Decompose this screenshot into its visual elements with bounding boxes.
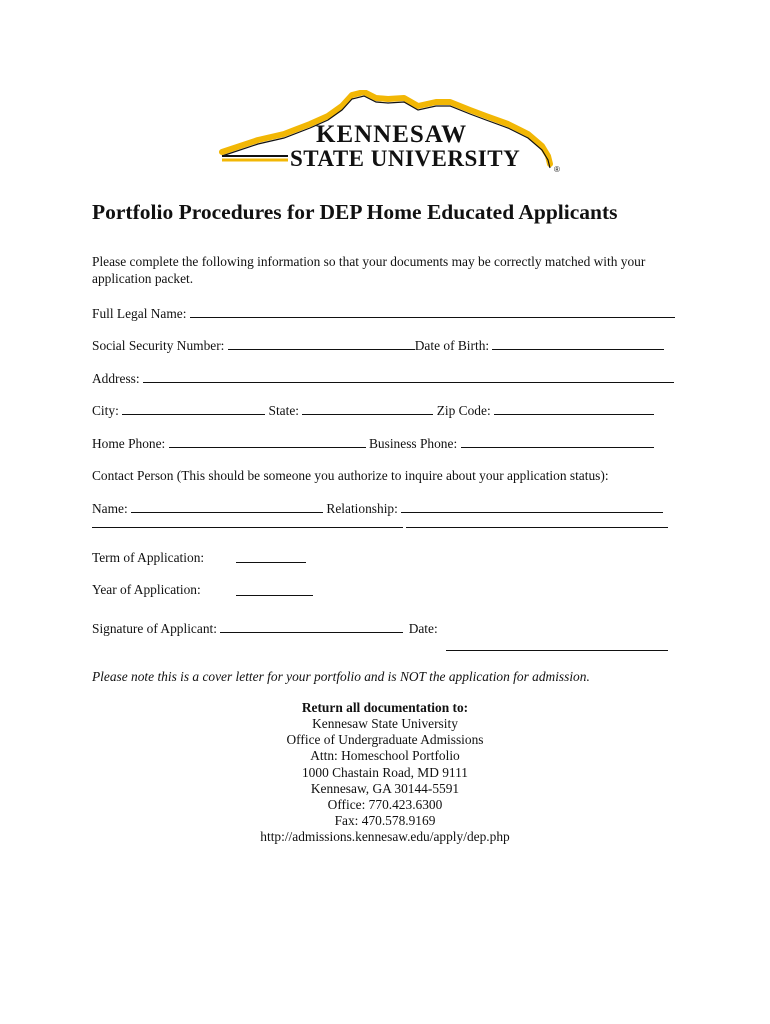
intro-text: Please complete the following information so that your documents may be correctly matched with your application packet. [92,254,646,286]
home-phone-label: Home Phone: [92,436,166,451]
address-row [92,370,674,387]
home-phone-field[interactable] [169,435,366,448]
signature-label: Signature of Applicant: [92,621,217,636]
zip-field[interactable] [494,402,654,415]
kennesaw-state-logo [218,90,570,176]
term-label: Term of Application: [92,550,205,565]
page-title: Portfolio Procedures for DEP Home Educated Applicants [92,200,618,224]
contact-name-label: Name: [92,501,128,516]
address-label: Address: [92,371,140,386]
contact-name-row [92,500,663,517]
zip-label: Zip Code: [436,403,491,418]
return-line-3: Attn: Homeschool Portfolio [310,748,460,763]
phone-row [92,435,654,452]
year-label: Year of Application: [92,582,201,597]
return-fax: Fax: 470.578.9169 [334,813,436,828]
cover-letter-note: Please note this is a cover letter for your portfolio and is NOT the application for admission. [92,669,590,684]
business-phone-field[interactable] [461,435,654,448]
state-label: State: [268,403,300,418]
return-line-4: 1000 Chastain Road, MD 9111 [301,765,468,780]
return-line-5: Kennesaw, GA 30144-5591 [310,781,460,796]
return-office-phone: Office: 770.423.6300 [327,797,443,812]
dob-label: Date of Birth: [414,338,490,353]
contact-person-text: Contact Person (This should be someone you authorize to inquire about your application status): [92,468,609,483]
relationship-label: Relationship: [326,501,398,516]
signature-date-field[interactable] [446,650,668,651]
dob-field[interactable] [492,337,664,350]
address-field[interactable] [143,370,674,383]
state-field[interactable] [302,402,433,415]
ssn-label: Social Security Number: [92,338,225,353]
return-line-2: Office of Undergraduate Admissions [286,732,484,747]
return-heading: Return all documentation to: [301,700,469,715]
registered-mark: ® [554,165,560,174]
signature-row [92,620,438,637]
term-field[interactable] [236,562,306,563]
contact-extra-line-1[interactable] [92,527,403,528]
city-state-zip-row [92,402,654,419]
contact-name-field[interactable] [131,500,323,513]
full-legal-name-label: Full Legal Name: [92,306,187,321]
relationship-field[interactable] [401,500,663,513]
year-field[interactable] [236,595,313,596]
full-legal-name-row [92,305,675,322]
contact-extra-line-2[interactable] [406,527,668,528]
city-label: City: [92,403,119,418]
return-line-1: Kennesaw State University [312,716,458,731]
return-url[interactable]: http://admissions.kennesaw.edu/apply/dep.php [260,829,510,844]
date-label: Date: [408,621,438,636]
ssn-dob-row [92,337,664,354]
signature-field[interactable] [220,620,403,633]
business-phone-label: Business Phone: [369,436,458,451]
full-legal-name-field[interactable] [190,305,675,318]
logo-line2: STATE UNIVERSITY [290,146,521,171]
ssn-field[interactable] [228,337,415,350]
logo-line1: KENNESAW [316,121,468,148]
city-field[interactable] [122,402,265,415]
